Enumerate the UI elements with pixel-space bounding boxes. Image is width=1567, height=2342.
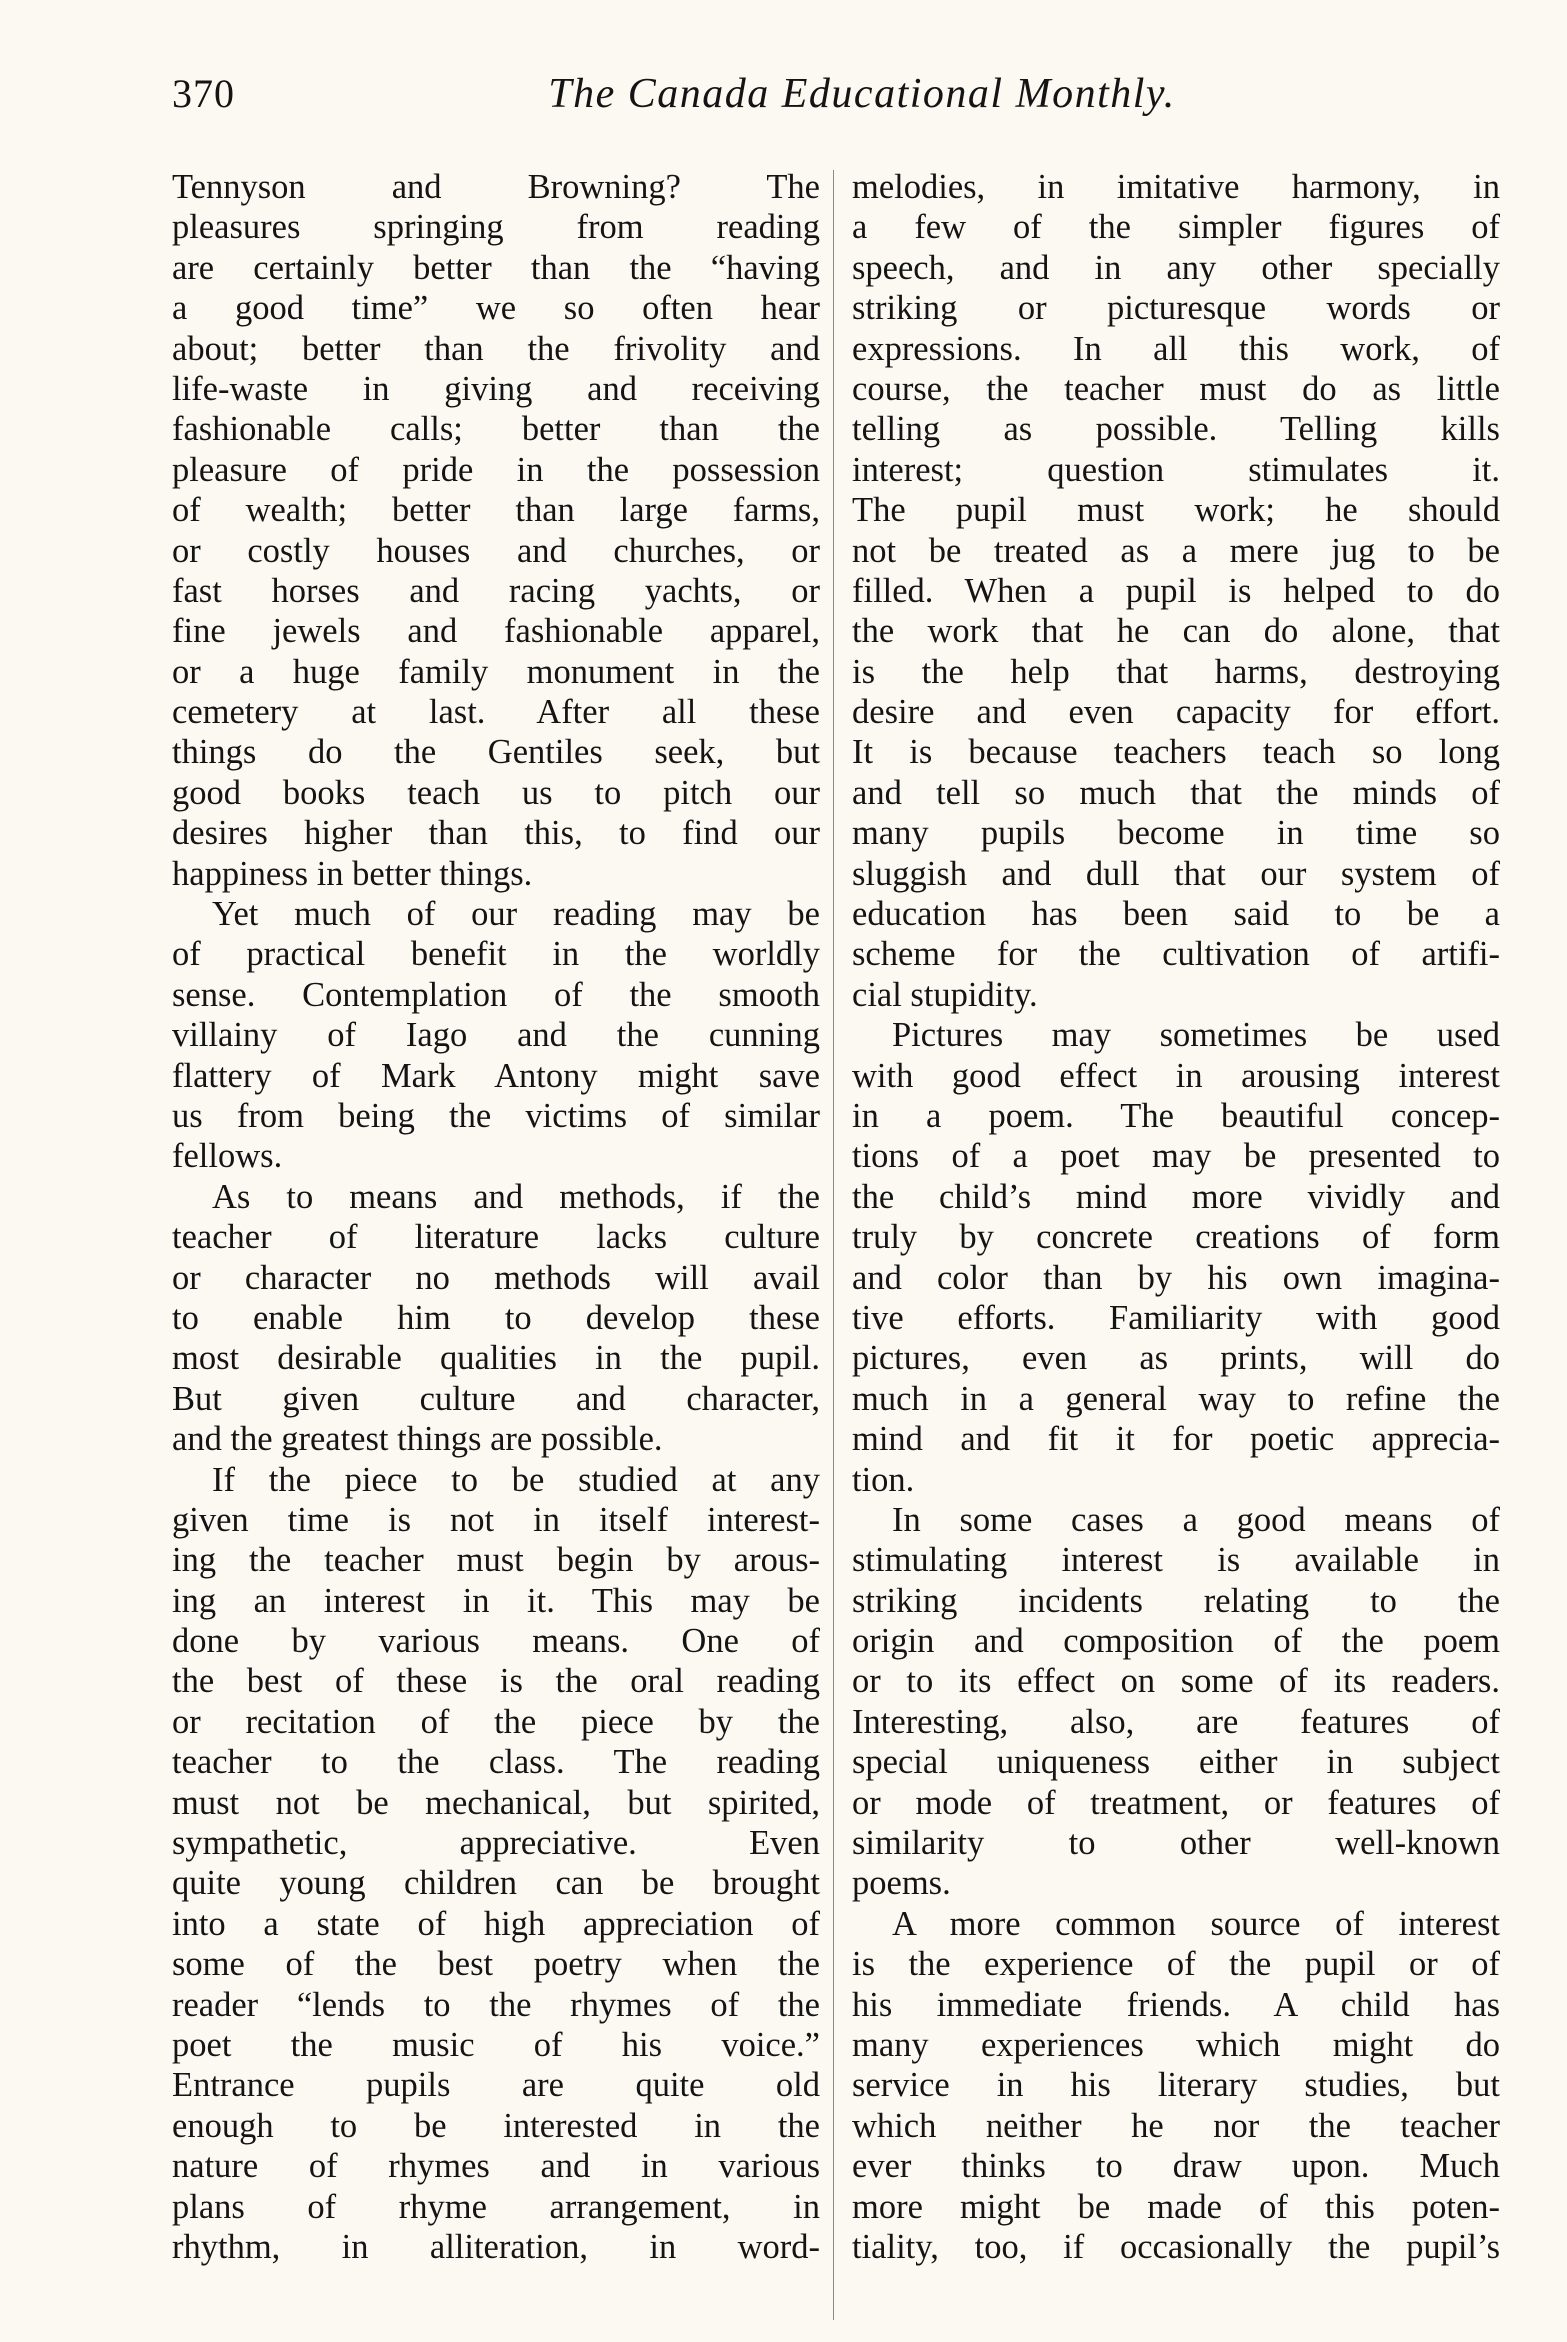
- text-line: tiality, too, if occasionally the pupil’s: [852, 2227, 1500, 2266]
- text-line: many experiences which might do: [852, 2025, 1500, 2064]
- text-line: desire and even capacity for effort.: [852, 693, 1500, 732]
- text-line: As to means and methods, if the: [212, 1177, 820, 1216]
- text-line: expressions. In all this work, of: [852, 329, 1500, 368]
- text-line: ever thinks to draw upon. Much: [852, 2147, 1500, 2186]
- text-line: truly by concrete creations of form: [852, 1218, 1500, 1257]
- text-line: more might be made of this poten-: [852, 2187, 1500, 2226]
- text-line: Tennyson and Browning? The: [172, 168, 820, 206]
- text-line: mind and fit it for poetic apprecia-: [852, 1420, 1500, 1459]
- text-line: or costly houses and churches, or: [172, 531, 820, 570]
- text-line: and the greatest things are possible.: [172, 1420, 663, 1459]
- text-line: speech, and in any other specially: [852, 248, 1500, 287]
- text-line: ing an interest in it. This may be: [172, 1581, 820, 1620]
- text-line: good books teach us to pitch our: [172, 773, 820, 812]
- text-line: much in a general way to refine the: [852, 1379, 1500, 1418]
- text-line: a good time” we so often hear: [172, 289, 820, 328]
- text-line: sense. Contemplation of the smooth: [172, 975, 820, 1014]
- text-line: Interesting, also, are features of: [852, 1702, 1500, 1741]
- text-line: plans of rhyme arrangement, in: [172, 2187, 820, 2226]
- text-line: teacher of literature lacks culture: [172, 1218, 820, 1257]
- text-line: happiness in better things.: [172, 854, 533, 893]
- text-line: Entrance pupils are quite old: [172, 2066, 820, 2105]
- text-line: In some cases a good means of: [892, 1500, 1500, 1539]
- text-line: of practical benefit in the worldly: [172, 935, 820, 974]
- text-line: pictures, even as prints, will do: [852, 1339, 1500, 1378]
- text-line: course, the teacher must do as little: [852, 369, 1500, 408]
- page-header: [172, 70, 1512, 130]
- text-line: and tell so much that the minds of: [852, 773, 1500, 812]
- running-title: The Canada Educational Monthly.: [548, 71, 1176, 117]
- text-line: education has been said to be a: [852, 895, 1500, 934]
- text-line: cemetery at last. After all these: [172, 693, 820, 732]
- text-line: is the help that harms, destroying: [852, 652, 1500, 691]
- text-line: or to its effect on some of its readers.: [852, 1662, 1500, 1701]
- text-line: cial stupidity.: [852, 975, 1038, 1014]
- text-line: or a huge family monument in the: [172, 652, 820, 691]
- text-line: stimulating interest is available in: [852, 1541, 1500, 1580]
- text-line: or mode of treatment, or features of: [852, 1783, 1500, 1822]
- text-line: villainy of Iago and the cunning: [172, 1016, 820, 1055]
- text-line: filled. When a pupil is helped to do: [852, 571, 1500, 610]
- text-line: desires higher than this, to find our: [172, 814, 820, 853]
- page-number: 370: [172, 71, 235, 116]
- text-line: sluggish and dull that our system of: [852, 854, 1500, 893]
- text-line: But given culture and character,: [172, 1379, 820, 1418]
- text-line: are certainly better than the “having: [172, 248, 820, 287]
- text-line: pleasures springing from reading: [172, 208, 820, 247]
- text-line: with good effect in arousing interest: [852, 1056, 1500, 1095]
- text-line: fashionable calls; better than the: [172, 410, 820, 449]
- text-line: poet the music of his voice.”: [172, 2025, 820, 2064]
- text-line: enough to be interested in the: [172, 2106, 820, 2145]
- text-line: origin and composition of the poem: [852, 1622, 1500, 1661]
- text-line: special uniqueness either in subject: [852, 1743, 1500, 1782]
- text-line: or recitation of the piece by the: [172, 1702, 820, 1741]
- text-line: tive efforts. Familiarity with good: [852, 1298, 1500, 1337]
- text-line: interest; question stimulates it.: [852, 450, 1500, 489]
- text-line: things do the Gentiles seek, but: [172, 733, 820, 772]
- text-line: most desirable qualities in the pupil.: [172, 1339, 820, 1378]
- text-line: and color than by his own imagina-: [852, 1258, 1500, 1297]
- text-line: some of the best poetry when the: [172, 1945, 820, 1984]
- text-line: sympathetic, appreciative. Even: [172, 1824, 820, 1863]
- text-line: service in his literary studies, but: [852, 2066, 1500, 2105]
- text-line: many pupils become in time so: [852, 814, 1500, 853]
- text-line: us from being the victims of similar: [172, 1096, 820, 1135]
- text-line: Yet much of our reading may be: [212, 895, 820, 934]
- text-line: is the experience of the pupil or of: [852, 1945, 1500, 1984]
- text-line: reader “lends to the rhymes of the: [172, 1985, 820, 2024]
- text-line: pleasure of pride in the possession: [172, 450, 820, 489]
- right-column: [852, 167, 1500, 2307]
- text-line: flattery of Mark Antony might save: [172, 1056, 820, 1095]
- text-line: telling as possible. Telling kills: [852, 410, 1500, 449]
- text-line: his immediate friends. A child has: [852, 1985, 1500, 2024]
- text-line: If the piece to be studied at any: [212, 1460, 820, 1499]
- text-line: quite young children can be brought: [172, 1864, 820, 1903]
- text-line: done by various means. One of: [172, 1622, 820, 1661]
- text-line: It is because teachers teach so long: [852, 733, 1500, 772]
- text-line: tion.: [852, 1460, 915, 1499]
- column-divider: [833, 170, 834, 2320]
- text-line: about; better than the frivolity and: [172, 329, 820, 368]
- text-line: fine jewels and fashionable apparel,: [172, 612, 820, 651]
- text-line: in a poem. The beautiful concep-: [852, 1096, 1500, 1135]
- text-line: Pictures may sometimes be used: [892, 1016, 1500, 1055]
- text-line: nature of rhymes and in various: [172, 2147, 820, 2186]
- text-line: which neither he nor the teacher: [852, 2106, 1500, 2145]
- text-line: a few of the simpler figures of: [852, 208, 1500, 247]
- text-line: ing the teacher must begin by arous-: [172, 1541, 820, 1580]
- text-line: the best of these is the oral reading: [172, 1662, 820, 1701]
- text-line: the work that he can do alone, that: [852, 612, 1500, 651]
- text-line: teacher to the class. The reading: [172, 1743, 820, 1782]
- text-line: into a state of high appreciation of: [172, 1904, 820, 1943]
- text-line: striking or picturesque words or: [852, 289, 1500, 328]
- text-line: similarity to other well-known: [852, 1824, 1500, 1863]
- text-line: tions of a poet may be presented to: [852, 1137, 1500, 1176]
- text-line: The pupil must work; he should: [852, 491, 1500, 530]
- text-line: given time is not in itself interest-: [172, 1500, 820, 1539]
- left-column: [172, 167, 820, 2307]
- text-line: of wealth; better than large farms,: [172, 491, 820, 530]
- text-line: fast horses and racing yachts, or: [172, 571, 820, 610]
- text-line: not be treated as a mere jug to be: [852, 531, 1500, 570]
- text-line: A more common source of interest: [892, 1904, 1500, 1943]
- text-line: poems.: [852, 1864, 951, 1903]
- text-line: to enable him to develop these: [172, 1298, 820, 1337]
- text-line: scheme for the cultivation of artifi-: [852, 935, 1500, 974]
- text-line: the child’s mind more vividly and: [852, 1177, 1500, 1216]
- text-line: life-waste in giving and receiving: [172, 369, 820, 408]
- text-line: striking incidents relating to the: [852, 1581, 1500, 1620]
- text-line: or character no methods will avail: [172, 1258, 820, 1297]
- text-line: must not be mechanical, but spirited,: [172, 1783, 820, 1822]
- text-line: rhythm, in alliteration, in word-: [172, 2227, 820, 2266]
- text-line: melodies, in imitative harmony, in: [852, 168, 1500, 206]
- text-line: fellows.: [172, 1137, 283, 1176]
